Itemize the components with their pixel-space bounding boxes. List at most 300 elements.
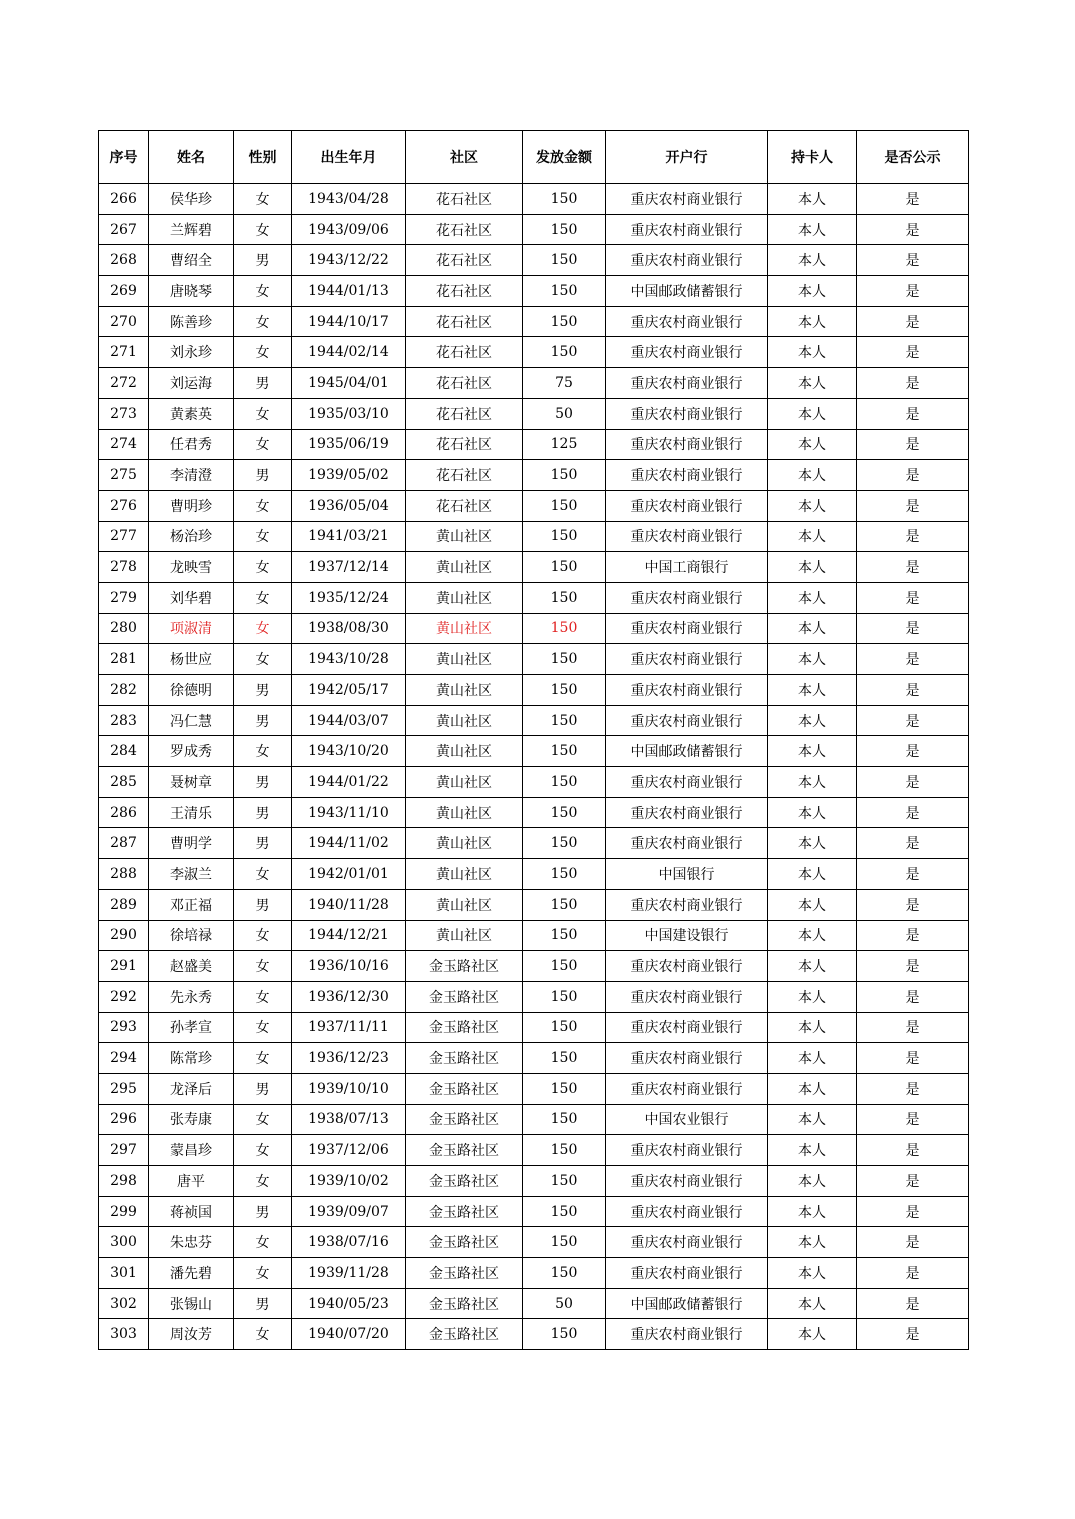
cell-bank: 重庆农村商业银行 bbox=[606, 644, 768, 675]
header-name: 姓名 bbox=[149, 131, 234, 184]
cell-community: 黄山社区 bbox=[406, 767, 523, 798]
cell-amount: 150 bbox=[523, 337, 606, 368]
table-row bbox=[99, 1227, 969, 1258]
cell-name: 周汝芳 bbox=[149, 1319, 234, 1350]
cell-name: 邓正福 bbox=[149, 889, 234, 920]
table-row bbox=[99, 1104, 969, 1135]
cell-name: 侯华珍 bbox=[149, 184, 234, 215]
cell-name: 徐培禄 bbox=[149, 920, 234, 951]
cell-birth: 1938/07/16 bbox=[292, 1227, 406, 1258]
cell-birth: 1940/05/23 bbox=[292, 1288, 406, 1319]
cell-sex: 女 bbox=[234, 521, 292, 552]
cell-bank: 中国建设银行 bbox=[606, 920, 768, 951]
table-row bbox=[99, 889, 969, 920]
cell-birth: 1935/06/19 bbox=[292, 429, 406, 460]
cell-public: 是 bbox=[857, 1012, 969, 1043]
cell-birth: 1940/07/20 bbox=[292, 1319, 406, 1350]
cell-public: 是 bbox=[857, 429, 969, 460]
cell-holder: 本人 bbox=[768, 828, 857, 859]
table-row bbox=[99, 859, 969, 890]
cell-name: 赵盛美 bbox=[149, 951, 234, 982]
cell-no: 274 bbox=[99, 429, 149, 460]
cell-no: 269 bbox=[99, 276, 149, 307]
cell-amount: 150 bbox=[523, 951, 606, 982]
cell-bank: 重庆农村商业银行 bbox=[606, 521, 768, 552]
cell-name: 张寿康 bbox=[149, 1104, 234, 1135]
cell-name: 冯仁慧 bbox=[149, 705, 234, 736]
cell-community: 黄山社区 bbox=[406, 521, 523, 552]
cell-public: 是 bbox=[857, 859, 969, 890]
cell-amount: 150 bbox=[523, 460, 606, 491]
cell-no: 287 bbox=[99, 828, 149, 859]
cell-sex: 女 bbox=[234, 184, 292, 215]
cell-name: 陈常珍 bbox=[149, 1043, 234, 1074]
cell-birth: 1945/04/01 bbox=[292, 368, 406, 399]
cell-bank: 重庆农村商业银行 bbox=[606, 797, 768, 828]
cell-holder: 本人 bbox=[768, 306, 857, 337]
cell-birth: 1943/04/28 bbox=[292, 184, 406, 215]
cell-birth: 1943/09/06 bbox=[292, 214, 406, 245]
table-row bbox=[99, 429, 969, 460]
cell-community: 花石社区 bbox=[406, 429, 523, 460]
cell-bank: 重庆农村商业银行 bbox=[606, 1135, 768, 1166]
cell-no: 288 bbox=[99, 859, 149, 890]
cell-community: 黄山社区 bbox=[406, 797, 523, 828]
cell-sex: 女 bbox=[234, 429, 292, 460]
cell-community: 金玉路社区 bbox=[406, 1135, 523, 1166]
cell-community: 花石社区 bbox=[406, 245, 523, 276]
cell-bank: 重庆农村商业银行 bbox=[606, 1012, 768, 1043]
cell-public: 是 bbox=[857, 306, 969, 337]
cell-sex: 女 bbox=[234, 1258, 292, 1289]
cell-public: 是 bbox=[857, 276, 969, 307]
cell-name: 任君秀 bbox=[149, 429, 234, 460]
cell-public: 是 bbox=[857, 1319, 969, 1350]
cell-sex: 女 bbox=[234, 552, 292, 583]
cell-amount: 150 bbox=[523, 613, 606, 644]
header-birth: 出生年月 bbox=[292, 131, 406, 184]
cell-no: 289 bbox=[99, 889, 149, 920]
header-no: 序号 bbox=[99, 131, 149, 184]
cell-amount: 150 bbox=[523, 644, 606, 675]
cell-bank: 重庆农村商业银行 bbox=[606, 675, 768, 706]
cell-no: 277 bbox=[99, 521, 149, 552]
cell-name: 杨治珍 bbox=[149, 521, 234, 552]
cell-name: 龙映雪 bbox=[149, 552, 234, 583]
cell-bank: 重庆农村商业银行 bbox=[606, 705, 768, 736]
cell-holder: 本人 bbox=[768, 736, 857, 767]
cell-holder: 本人 bbox=[768, 521, 857, 552]
cell-bank: 重庆农村商业银行 bbox=[606, 582, 768, 613]
cell-no: 294 bbox=[99, 1043, 149, 1074]
cell-birth: 1944/01/22 bbox=[292, 767, 406, 798]
cell-no: 279 bbox=[99, 582, 149, 613]
cell-name: 杨世应 bbox=[149, 644, 234, 675]
cell-name: 蒙昌珍 bbox=[149, 1135, 234, 1166]
cell-sex: 男 bbox=[234, 675, 292, 706]
cell-amount: 125 bbox=[523, 429, 606, 460]
cell-no: 297 bbox=[99, 1135, 149, 1166]
cell-bank: 重庆农村商业银行 bbox=[606, 951, 768, 982]
cell-public: 是 bbox=[857, 1043, 969, 1074]
header-bank: 开户行 bbox=[606, 131, 768, 184]
cell-amount: 150 bbox=[523, 184, 606, 215]
cell-no: 293 bbox=[99, 1012, 149, 1043]
table-row bbox=[99, 490, 969, 521]
cell-sex: 女 bbox=[234, 1227, 292, 1258]
cell-holder: 本人 bbox=[768, 767, 857, 798]
table-body bbox=[99, 184, 969, 1350]
cell-sex: 女 bbox=[234, 1319, 292, 1350]
cell-sex: 女 bbox=[234, 337, 292, 368]
table-row bbox=[99, 828, 969, 859]
cell-community: 黄山社区 bbox=[406, 736, 523, 767]
table-row bbox=[99, 613, 969, 644]
cell-community: 花石社区 bbox=[406, 460, 523, 491]
cell-holder: 本人 bbox=[768, 245, 857, 276]
cell-holder: 本人 bbox=[768, 920, 857, 951]
cell-amount: 150 bbox=[523, 1166, 606, 1197]
cell-sex: 女 bbox=[234, 582, 292, 613]
cell-amount: 150 bbox=[523, 767, 606, 798]
table-row bbox=[99, 184, 969, 215]
cell-amount: 150 bbox=[523, 1227, 606, 1258]
cell-amount: 150 bbox=[523, 1196, 606, 1227]
cell-no: 292 bbox=[99, 981, 149, 1012]
table-row bbox=[99, 644, 969, 675]
cell-holder: 本人 bbox=[768, 337, 857, 368]
table-row bbox=[99, 767, 969, 798]
cell-no: 296 bbox=[99, 1104, 149, 1135]
cell-no: 266 bbox=[99, 184, 149, 215]
cell-name: 孙孝宣 bbox=[149, 1012, 234, 1043]
header-sex: 性别 bbox=[234, 131, 292, 184]
cell-holder: 本人 bbox=[768, 1258, 857, 1289]
cell-bank: 中国邮政储蓄银行 bbox=[606, 1288, 768, 1319]
cell-sex: 男 bbox=[234, 1073, 292, 1104]
cell-holder: 本人 bbox=[768, 184, 857, 215]
cell-public: 是 bbox=[857, 1135, 969, 1166]
table-row bbox=[99, 705, 969, 736]
cell-public: 是 bbox=[857, 214, 969, 245]
cell-public: 是 bbox=[857, 582, 969, 613]
cell-bank: 重庆农村商业银行 bbox=[606, 767, 768, 798]
cell-no: 290 bbox=[99, 920, 149, 951]
cell-sex: 女 bbox=[234, 1135, 292, 1166]
table-row bbox=[99, 1258, 969, 1289]
cell-bank: 重庆农村商业银行 bbox=[606, 1073, 768, 1104]
cell-amount: 150 bbox=[523, 1258, 606, 1289]
cell-community: 金玉路社区 bbox=[406, 1166, 523, 1197]
cell-birth: 1939/10/10 bbox=[292, 1073, 406, 1104]
cell-holder: 本人 bbox=[768, 644, 857, 675]
cell-no: 282 bbox=[99, 675, 149, 706]
cell-birth: 1936/12/23 bbox=[292, 1043, 406, 1074]
cell-no: 286 bbox=[99, 797, 149, 828]
cell-bank: 重庆农村商业银行 bbox=[606, 1227, 768, 1258]
cell-community: 金玉路社区 bbox=[406, 1104, 523, 1135]
cell-bank: 重庆农村商业银行 bbox=[606, 828, 768, 859]
cell-holder: 本人 bbox=[768, 429, 857, 460]
cell-birth: 1943/10/20 bbox=[292, 736, 406, 767]
cell-public: 是 bbox=[857, 767, 969, 798]
cell-amount: 150 bbox=[523, 675, 606, 706]
table-row bbox=[99, 368, 969, 399]
cell-community: 金玉路社区 bbox=[406, 1258, 523, 1289]
table-row bbox=[99, 736, 969, 767]
cell-birth: 1937/12/06 bbox=[292, 1135, 406, 1166]
cell-community: 黄山社区 bbox=[406, 644, 523, 675]
cell-holder: 本人 bbox=[768, 552, 857, 583]
cell-bank: 重庆农村商业银行 bbox=[606, 398, 768, 429]
cell-community: 花石社区 bbox=[406, 214, 523, 245]
cell-holder: 本人 bbox=[768, 613, 857, 644]
cell-sex: 女 bbox=[234, 981, 292, 1012]
cell-public: 是 bbox=[857, 675, 969, 706]
cell-no: 268 bbox=[99, 245, 149, 276]
cell-community: 花石社区 bbox=[406, 306, 523, 337]
cell-bank: 中国工商银行 bbox=[606, 552, 768, 583]
cell-public: 是 bbox=[857, 797, 969, 828]
subsidy-table bbox=[98, 130, 969, 1350]
cell-name: 李清澄 bbox=[149, 460, 234, 491]
cell-bank: 重庆农村商业银行 bbox=[606, 368, 768, 399]
cell-birth: 1938/08/30 bbox=[292, 613, 406, 644]
cell-name: 兰辉碧 bbox=[149, 214, 234, 245]
cell-holder: 本人 bbox=[768, 460, 857, 491]
cell-amount: 150 bbox=[523, 981, 606, 1012]
cell-bank: 中国邮政储蓄银行 bbox=[606, 276, 768, 307]
cell-public: 是 bbox=[857, 920, 969, 951]
cell-public: 是 bbox=[857, 337, 969, 368]
cell-name: 潘先碧 bbox=[149, 1258, 234, 1289]
cell-public: 是 bbox=[857, 368, 969, 399]
cell-amount: 150 bbox=[523, 245, 606, 276]
cell-public: 是 bbox=[857, 736, 969, 767]
cell-no: 300 bbox=[99, 1227, 149, 1258]
cell-community: 金玉路社区 bbox=[406, 1012, 523, 1043]
cell-holder: 本人 bbox=[768, 1227, 857, 1258]
cell-sex: 男 bbox=[234, 889, 292, 920]
table-row bbox=[99, 552, 969, 583]
cell-community: 花石社区 bbox=[406, 398, 523, 429]
cell-bank: 重庆农村商业银行 bbox=[606, 889, 768, 920]
cell-bank: 重庆农村商业银行 bbox=[606, 306, 768, 337]
cell-no: 283 bbox=[99, 705, 149, 736]
cell-birth: 1943/10/28 bbox=[292, 644, 406, 675]
cell-community: 金玉路社区 bbox=[406, 1288, 523, 1319]
cell-bank: 重庆农村商业银行 bbox=[606, 214, 768, 245]
cell-amount: 150 bbox=[523, 552, 606, 583]
cell-amount: 50 bbox=[523, 1288, 606, 1319]
cell-no: 267 bbox=[99, 214, 149, 245]
cell-community: 花石社区 bbox=[406, 276, 523, 307]
cell-no: 280 bbox=[99, 613, 149, 644]
cell-public: 是 bbox=[857, 521, 969, 552]
cell-amount: 150 bbox=[523, 276, 606, 307]
cell-no: 299 bbox=[99, 1196, 149, 1227]
cell-sex: 男 bbox=[234, 368, 292, 399]
cell-sex: 女 bbox=[234, 398, 292, 429]
cell-public: 是 bbox=[857, 1288, 969, 1319]
cell-birth: 1944/01/13 bbox=[292, 276, 406, 307]
cell-community: 金玉路社区 bbox=[406, 951, 523, 982]
table-row bbox=[99, 1319, 969, 1350]
cell-birth: 1939/10/02 bbox=[292, 1166, 406, 1197]
cell-public: 是 bbox=[857, 245, 969, 276]
cell-bank: 重庆农村商业银行 bbox=[606, 490, 768, 521]
cell-name: 朱忠芬 bbox=[149, 1227, 234, 1258]
cell-sex: 男 bbox=[234, 705, 292, 736]
cell-bank: 重庆农村商业银行 bbox=[606, 460, 768, 491]
table-row bbox=[99, 214, 969, 245]
cell-amount: 150 bbox=[523, 490, 606, 521]
cell-holder: 本人 bbox=[768, 981, 857, 1012]
cell-community: 花石社区 bbox=[406, 337, 523, 368]
cell-bank: 重庆农村商业银行 bbox=[606, 1258, 768, 1289]
cell-community: 金玉路社区 bbox=[406, 1319, 523, 1350]
cell-birth: 1944/02/14 bbox=[292, 337, 406, 368]
cell-birth: 1939/09/07 bbox=[292, 1196, 406, 1227]
cell-no: 275 bbox=[99, 460, 149, 491]
cell-name: 刘永珍 bbox=[149, 337, 234, 368]
cell-public: 是 bbox=[857, 951, 969, 982]
cell-community: 黄山社区 bbox=[406, 582, 523, 613]
cell-no: 285 bbox=[99, 767, 149, 798]
table-row bbox=[99, 951, 969, 982]
cell-amount: 150 bbox=[523, 797, 606, 828]
cell-sex: 女 bbox=[234, 214, 292, 245]
cell-no: 281 bbox=[99, 644, 149, 675]
cell-no: 303 bbox=[99, 1319, 149, 1350]
cell-amount: 150 bbox=[523, 1073, 606, 1104]
cell-amount: 150 bbox=[523, 1104, 606, 1135]
cell-sex: 女 bbox=[234, 859, 292, 890]
cell-public: 是 bbox=[857, 705, 969, 736]
cell-name: 唐晓琴 bbox=[149, 276, 234, 307]
cell-amount: 50 bbox=[523, 398, 606, 429]
cell-name: 刘华碧 bbox=[149, 582, 234, 613]
table-row bbox=[99, 521, 969, 552]
table-row bbox=[99, 398, 969, 429]
cell-name: 黄素英 bbox=[149, 398, 234, 429]
cell-public: 是 bbox=[857, 981, 969, 1012]
table-row bbox=[99, 1012, 969, 1043]
cell-holder: 本人 bbox=[768, 1196, 857, 1227]
cell-birth: 1938/07/13 bbox=[292, 1104, 406, 1135]
cell-public: 是 bbox=[857, 398, 969, 429]
cell-holder: 本人 bbox=[768, 1135, 857, 1166]
cell-birth: 1944/03/07 bbox=[292, 705, 406, 736]
cell-community: 花石社区 bbox=[406, 490, 523, 521]
table-row bbox=[99, 460, 969, 491]
cell-holder: 本人 bbox=[768, 859, 857, 890]
cell-amount: 150 bbox=[523, 582, 606, 613]
cell-birth: 1939/05/02 bbox=[292, 460, 406, 491]
cell-public: 是 bbox=[857, 1073, 969, 1104]
cell-community: 黄山社区 bbox=[406, 675, 523, 706]
cell-no: 291 bbox=[99, 951, 149, 982]
table-header-row bbox=[99, 131, 969, 184]
cell-community: 黄山社区 bbox=[406, 828, 523, 859]
header-holder: 持卡人 bbox=[768, 131, 857, 184]
cell-sex: 女 bbox=[234, 613, 292, 644]
cell-public: 是 bbox=[857, 1227, 969, 1258]
cell-name: 李淑兰 bbox=[149, 859, 234, 890]
cell-bank: 重庆农村商业银行 bbox=[606, 429, 768, 460]
cell-sex: 女 bbox=[234, 920, 292, 951]
cell-bank: 重庆农村商业银行 bbox=[606, 245, 768, 276]
cell-no: 271 bbox=[99, 337, 149, 368]
cell-birth: 1936/10/16 bbox=[292, 951, 406, 982]
cell-name: 张锡山 bbox=[149, 1288, 234, 1319]
cell-community: 花石社区 bbox=[406, 184, 523, 215]
table-row bbox=[99, 1288, 969, 1319]
cell-holder: 本人 bbox=[768, 1043, 857, 1074]
cell-birth: 1936/05/04 bbox=[292, 490, 406, 521]
cell-holder: 本人 bbox=[768, 951, 857, 982]
table-row bbox=[99, 306, 969, 337]
cell-birth: 1944/10/17 bbox=[292, 306, 406, 337]
cell-bank: 重庆农村商业银行 bbox=[606, 1166, 768, 1197]
cell-amount: 150 bbox=[523, 828, 606, 859]
cell-amount: 150 bbox=[523, 889, 606, 920]
table-row bbox=[99, 337, 969, 368]
cell-community: 黄山社区 bbox=[406, 552, 523, 583]
cell-community: 花石社区 bbox=[406, 368, 523, 399]
cell-sex: 女 bbox=[234, 490, 292, 521]
table-row bbox=[99, 582, 969, 613]
cell-bank: 中国农业银行 bbox=[606, 1104, 768, 1135]
cell-sex: 女 bbox=[234, 951, 292, 982]
cell-birth: 1940/11/28 bbox=[292, 889, 406, 920]
cell-sex: 女 bbox=[234, 736, 292, 767]
cell-name: 曹明珍 bbox=[149, 490, 234, 521]
cell-birth: 1944/12/21 bbox=[292, 920, 406, 951]
table-row bbox=[99, 276, 969, 307]
cell-holder: 本人 bbox=[768, 797, 857, 828]
cell-amount: 150 bbox=[523, 705, 606, 736]
cell-sex: 女 bbox=[234, 1043, 292, 1074]
cell-public: 是 bbox=[857, 1166, 969, 1197]
cell-public: 是 bbox=[857, 889, 969, 920]
cell-amount: 150 bbox=[523, 736, 606, 767]
cell-amount: 150 bbox=[523, 1319, 606, 1350]
cell-community: 黄山社区 bbox=[406, 705, 523, 736]
cell-amount: 150 bbox=[523, 306, 606, 337]
cell-name: 曹绍全 bbox=[149, 245, 234, 276]
cell-no: 301 bbox=[99, 1258, 149, 1289]
cell-holder: 本人 bbox=[768, 1319, 857, 1350]
cell-no: 284 bbox=[99, 736, 149, 767]
cell-sex: 女 bbox=[234, 644, 292, 675]
cell-amount: 75 bbox=[523, 368, 606, 399]
cell-name: 陈善珍 bbox=[149, 306, 234, 337]
cell-holder: 本人 bbox=[768, 1104, 857, 1135]
cell-holder: 本人 bbox=[768, 398, 857, 429]
cell-holder: 本人 bbox=[768, 368, 857, 399]
header-public: 是否公示 bbox=[857, 131, 969, 184]
cell-birth: 1944/11/02 bbox=[292, 828, 406, 859]
cell-community: 黄山社区 bbox=[406, 613, 523, 644]
cell-holder: 本人 bbox=[768, 889, 857, 920]
cell-public: 是 bbox=[857, 490, 969, 521]
cell-community: 金玉路社区 bbox=[406, 1196, 523, 1227]
cell-birth: 1936/12/30 bbox=[292, 981, 406, 1012]
cell-sex: 男 bbox=[234, 1288, 292, 1319]
table-row bbox=[99, 920, 969, 951]
cell-amount: 150 bbox=[523, 214, 606, 245]
